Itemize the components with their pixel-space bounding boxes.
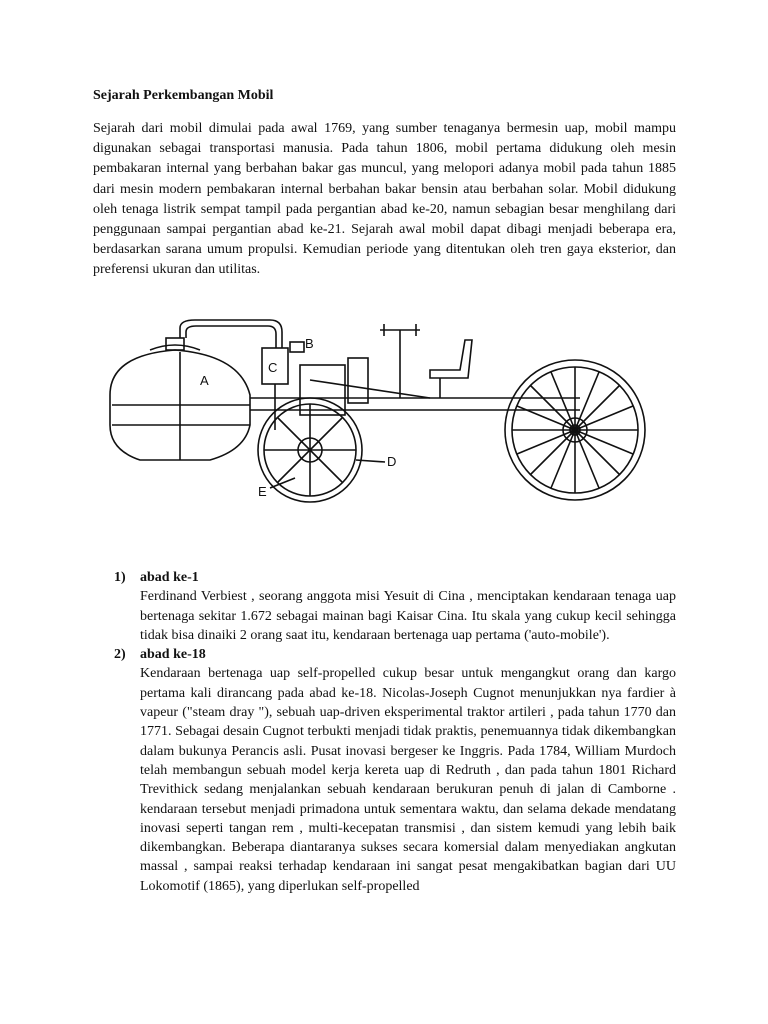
cugnot-steam-wagon-illustration: [100, 310, 670, 510]
list-item: [93, 645, 676, 896]
list-body: Kendaraan bertenaga uap self-propelled cukup besar untuk mengangkut orang dan kargo pertama kali dirancang pada abad ke-18. Nicolas-Joseph Cugnot menunjukkan nya fardier à vapeur ("steam dray "), sebuah uap-driven eksperimental traktor artileri , pada tahun 1770 dan 1771. Sebagai desain Cugnot terbukti menjadi tidak praktis, penemuannya tidak dikembangkan dalam bukunya Perancis asli. Pusat inovasi bergeser ke Inggris. Pada 1784, William Murdoch telah membangun sebuah model kerja kereta uap di Redruth , dan pada tahun 1801 Richard Trevithick sedang menjalankan sebuah kendaraan berukuran penuh di jalan di Camborne . kendaraan tersebut menjadi primadona untuk sementara waktu, dan selama dekade mendatang inovasi seperti tangan rem , multi-kecepatan transmisi , dan sistem kemudi yang lebih baik dikembangkan. Beberapa diantaranya sukses secara komersial dalam menyediakan angkutan massal , sampai reaksi terhadap kendaraan ini sangat pesat mengakibatkan bagian dari UU Lokomotif (1865), yang diperlukan self-propelled: [140, 666, 676, 894]
label-a: A: [200, 373, 209, 388]
document-title: Sejarah Perkembangan Mobil: [93, 88, 274, 103]
list-heading: abad ke-18: [140, 647, 206, 663]
list-item: [93, 568, 676, 645]
list-number: 1): [114, 570, 126, 585]
intro-paragraph: Sejarah dari mobil dimulai pada awal 1769, yang sumber tenaganya bermesin uap, mobil mampu digunakan sebagai transportasi manusia. Pada tahun 1806, mobil pertama didukung oleh mesin pembakaran internal yang berbahan bakar gas muncul, yang melopori adanya mobil pada tahun 1885 dari mesin modern pembakaran internal berbahan bakar bensin atau berbahan solar. Mobil didukung oleh tenaga listrik sempat tampil pada pergantian abad ke-20, namun sebagian besar menghilang dari penggunaan sampai pergantian abad ke-21. Sejarah awal mobil dapat dibagi menjadi beberapa era, berdasarkan sarana umum propulsi. Kemudian periode yang ditentukan oleh tren gaya eksterior, dan preferensi ukuran dan utilitas.: [93, 121, 676, 278]
label-e: E: [258, 484, 267, 499]
list-number: 2): [114, 647, 126, 663]
label-b: B: [305, 336, 314, 351]
steam-wagon-drawing: [100, 310, 670, 510]
label-d: D: [387, 454, 397, 469]
list-body: Ferdinand Verbiest , seorang anggota misi Yesuit di Cina , menciptakan kendaraan tenaga uap bertenaga sekitar 1.672 sebagai mainan bagi Kaisar Cina. Itu skala yang cukup kecil sehingga tidak bisa dinaiki 2 orang saat itu, kendaraan bertenaga uap pertama ('auto-mobile').: [140, 589, 676, 643]
era-list: [93, 568, 676, 896]
list-heading: abad ke-1: [140, 570, 199, 585]
label-c: C: [268, 360, 278, 375]
